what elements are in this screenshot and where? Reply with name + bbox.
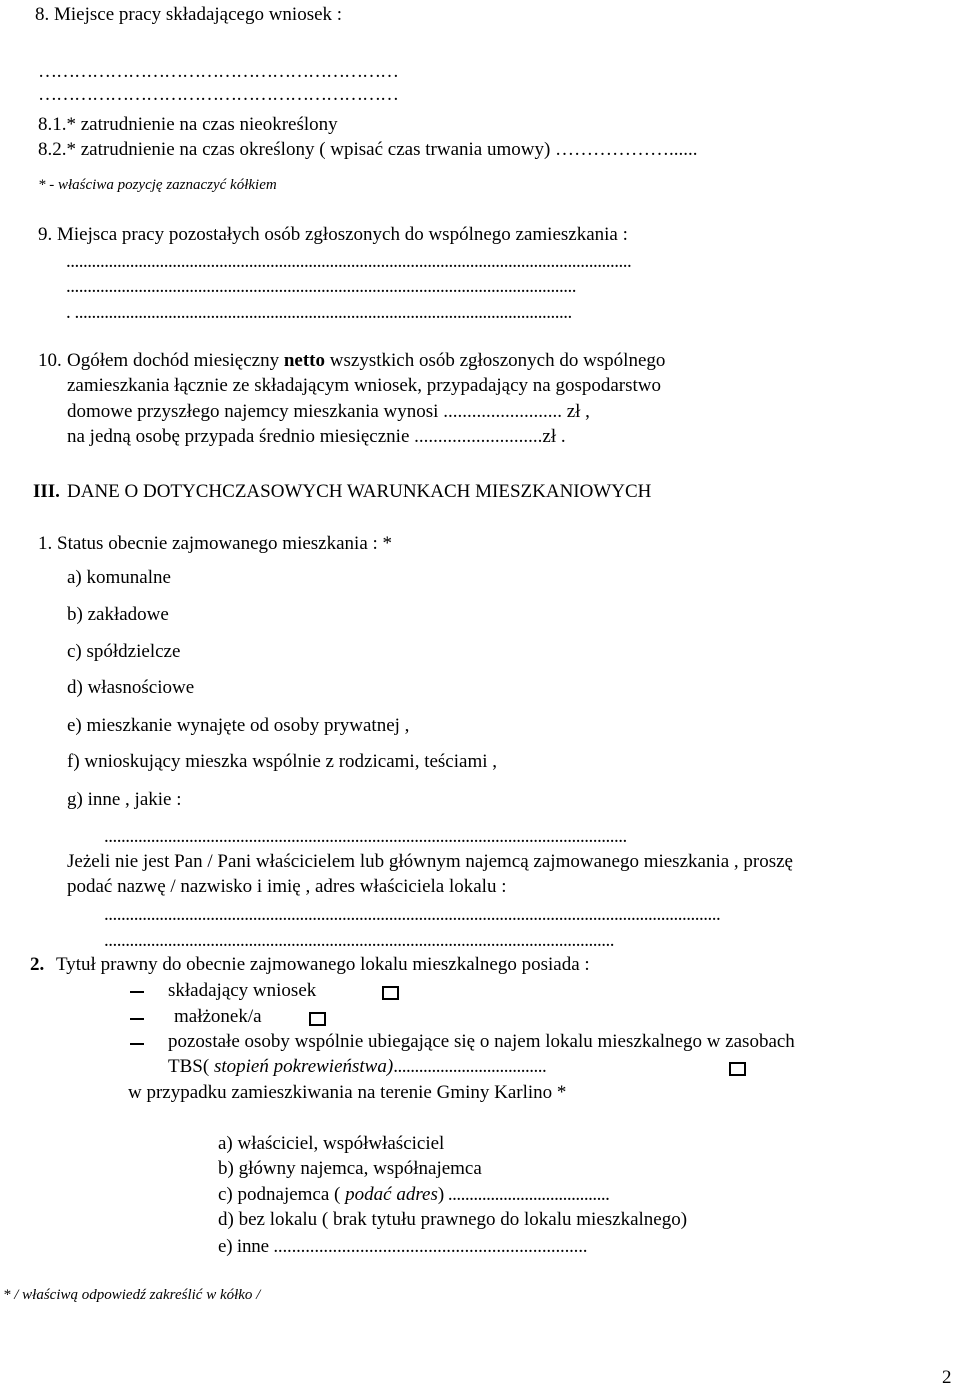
section-10-line-3: domowe przyszłego najemcy mieszkania wynosi ......................... zł , [67,401,590,422]
q2-sub-b: b) główny najemca, współnajemca [218,1158,482,1179]
q2-number: 2. [30,954,45,975]
kinship-dots: .................................... [393,1056,547,1077]
dash-bullet-a [130,991,144,993]
q2-sub-e: e) inne ..................................................................... [218,1236,588,1257]
q2-item-applicant: składający wniosek [168,980,317,1001]
q1-title: 1. Status obecnie zajmowanego mieszkania : * [38,533,393,554]
footer-note: * / właściwą odpowiedź zakreślić w kółko / [3,1287,261,1303]
q2-item-others-line-2 [168,1056,546,1078]
section-10-line-1-pre: Ogółem dochód miesięczny [67,350,284,371]
q2-sub-c-pre: c) podnajemca ( [218,1184,346,1205]
section-iii-number: III. [33,481,60,502]
section-iii-title: DANE O DOTYCHCZASOWYCH WARUNKACH MIESZKANIOWYCH [67,481,652,502]
dash-bullet-b [130,1018,144,1020]
q2-sub-c-post: ) ...................................... [437,1184,610,1205]
q2-title: Tytuł prawny do obecnie zajmowanego lokalu mieszkalnego posiada : [56,954,590,975]
section-8-title: 8. Miejsce pracy składającego wniosek : [35,4,343,25]
section-10-line-1-post: wszystkich osób zgłoszonych do wspólnego [325,350,666,371]
netto-bold: netto [283,350,326,371]
q2-sub-c [218,1184,609,1206]
q1-option-f: f) wnioskujący mieszka wspólnie z rodzicami, teściami , [67,751,498,772]
q1-option-c: c) spółdzielcze [67,641,181,662]
q1-owner-dots-2: ........................................................................................................................ [104,930,614,951]
section-8-dots-1: …………………………………………………… [38,61,398,82]
section-8-option-1: 8.1.* zatrudnienie na czas nieokreślony [38,114,338,135]
section-9-dots-2: ........................................................................................................................ [66,276,576,297]
q2-gmina-line: w przypadku zamieszkiwania na terenie Gminy Karlino * [128,1082,567,1103]
section-8-option-2: 8.2.* zatrudnienie na czas określony ( wpisać czas trwania umowy) ………………...... [38,139,698,160]
q2-item-others-line-1: pozostałe osoby wspólnie ubiegające się o najem lokalu mieszkalnego w zasobach [168,1031,795,1052]
q2-sub-c-italic: podać adres [345,1184,438,1205]
q1-other-dots: ........................................................................................................................... [104,826,627,847]
section-9-dots-1: ..................................................................................................................................... [66,251,632,272]
section-9-dots-3: . ..................................................................................................................... [66,302,572,323]
q2-item-spouse: małżonek/a [174,1006,262,1027]
section-10-line-1 [67,350,665,372]
others-checkbox[interactable] [729,1062,746,1076]
section-9-title: 9. Miejsca pracy pozostałych osób zgłoszonych do wspólnego zamieszkania : [38,224,628,245]
kinship-degree-italic: stopień pokrewieństwa) [213,1056,394,1077]
dash-bullet-c [130,1043,144,1045]
applicant-checkbox[interactable] [382,986,399,1000]
section-8-note: * - właściwa pozycję zaznaczyć kółkiem [38,177,277,193]
q1-option-a: a) komunalne [67,567,171,588]
q1-owner-line-1: Jeżeli nie jest Pan / Pani właścicielem lub głównym najemcą zajmowanego mieszkania , proszę [67,851,793,872]
spouse-checkbox[interactable] [309,1012,326,1026]
q2-sub-d: d) bez lokalu ( brak tytułu prawnego do lokalu mieszkalnego) [218,1209,688,1230]
q1-owner-line-2: podać nazwę / nazwisko i imię , adres właściciela lokalu : [67,876,507,897]
page-number: 2 [942,1367,952,1388]
q1-option-b: b) zakładowe [67,604,169,625]
section-10-line-2: zamieszkania łącznie ze składającym wniosek, przypadający na gospodarstwo [67,375,662,396]
q1-option-g: g) inne , jakie : [67,789,182,810]
tbs-prefix: TBS( [168,1056,214,1077]
q1-owner-dots-1: ................................................................................................................................................. [104,904,721,925]
section-8-dots-2: …………………………………………………… [38,84,398,105]
section-10-line-4: na jedną osobę przypada średnio miesięcznie ...........................zł . [67,426,566,447]
q1-option-d: d) własnościowe [67,677,195,698]
q1-option-e: e) mieszkanie wynajęte od osoby prywatnej , [67,715,410,736]
section-10-number: 10. [38,350,62,371]
q2-sub-a: a) właściciel, współwłaściciel [218,1133,445,1154]
